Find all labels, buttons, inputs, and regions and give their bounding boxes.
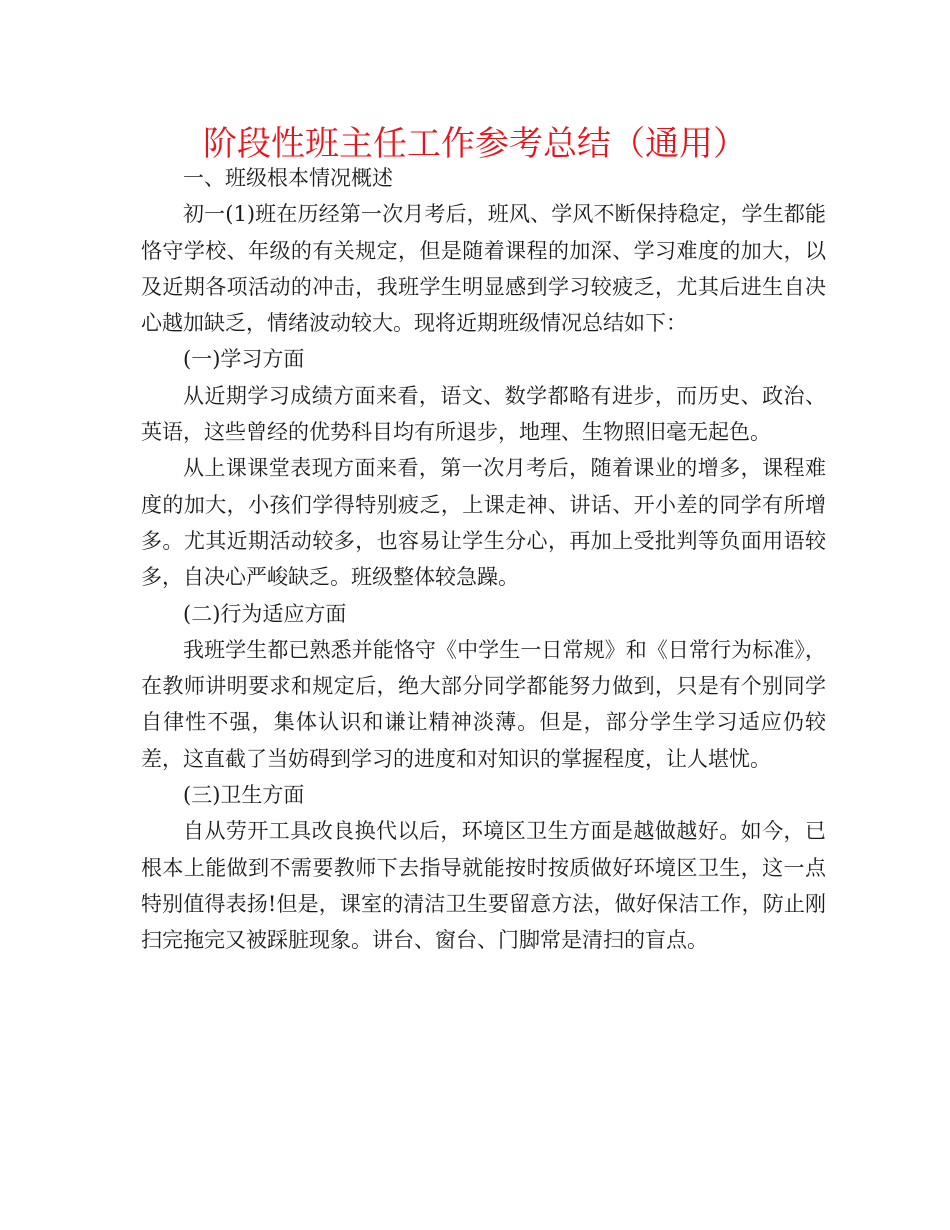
- section-heading-overview: 一、班级根本情况概述: [183, 166, 393, 190]
- section-heading-behavior: (二)行为适应方面: [183, 601, 347, 626]
- paragraph-behavior: 我班学生都已熟悉并能恪守《中学生一日常规》和《日常行为标准》，在教师讲明要求和规定后，绝大部分同学都能努力做到，只是有个别同学自律性不强，集体认识和谦让精神淡薄。但是，部分学生学习适应仍较差，这直截了当妨碍到学习的进度和对知识的掌握程度，让人堪忧。: [141, 637, 826, 771]
- paragraph-overview: 初一(1)班在历经第一次月考后，班风、学风不断保持稳定，学生都能恪守学校、年级的有关规定，但是随着课程的加深、学习难度的加大，以及近期各项活动的冲击，我班学生明显感到学习较疲乏，尤其后进生自决心越加缺乏，情绪波动较大。现将近期班级情况总结如下：: [141, 202, 826, 336]
- section-heading-study: (一)学习方面: [183, 347, 305, 372]
- document-title: 阶段性班主任工作参考总结（通用）: [203, 124, 747, 164]
- paragraph-study-classroom: 从上课课堂表现方面来看，第一次月考后，随着课业的增多，课程难度的加大，小孩们学得特别疲乏，上课走神、讲话、开小差的同学有所增多。尤其近期活动较多，也容易让学生分心，再加上受批判等负面用语较多，自决心严峻缺乏。班级整体较急躁。: [141, 456, 826, 590]
- section-heading-hygiene: (三)卫生方面: [183, 783, 305, 808]
- paragraph-study-scores: 从近期学习成绩方面来看，语文、数学都略有进步，而历史、政治、英语，这些曾经的优势科目均有所退步，地理、生物照旧毫无起色。: [141, 383, 826, 445]
- paragraph-hygiene: 自从劳开工具改良换代以后，环境区卫生方面是越做越好。如今，已根本上能做到不需要教师下去指导就能按时按质做好环境区卫生，这一点特别值得表扬!但是，课室的清洁卫生要留意方法，做好保洁工作，防止刚扫完拖完又被踩脏现象。讲台、窗台、门脚常是清扫的盲点。: [141, 819, 826, 953]
- document-body: [141, 160, 826, 959]
